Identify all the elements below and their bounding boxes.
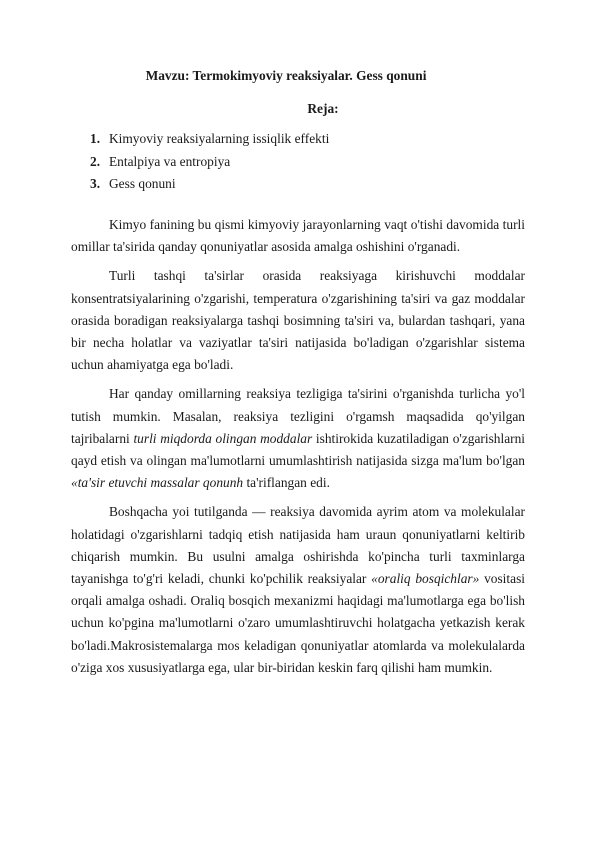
paragraph-3: [71, 383, 525, 494]
plan-item: [90, 128, 329, 151]
plan-item-number: 3.: [90, 176, 101, 191]
plan-item-number: 1.: [90, 131, 101, 146]
plan-item: [90, 173, 329, 196]
paragraph-4-emphasis: «oraliq bosqichlar»: [371, 571, 480, 587]
paragraph-3-emphasis-1: turli miqdorda olingan moddalar: [133, 430, 313, 446]
paragraph-4: [71, 501, 525, 679]
plan-item-text: Gess qonuni: [109, 176, 176, 191]
plan-heading: Reja:: [307, 101, 339, 116]
paragraph-3-text-c: ta'riflangan edi.: [243, 475, 330, 491]
paragraph-3-emphasis-2: «ta'sir etuvchi massalar qonunh: [71, 475, 244, 491]
paragraph-4-text-a: Boshqacha yoi tutilganda — reaksiya davomida ayrim atom va molekulalar holatidagi o'zgarishlarni tadqiq etish natijasida ham uraun qonuniyatlarni keltirib chiqarish mumkin. Bu usulni amalga oshirishda ko'pincha turli taxminlarga tayanishga to'g'ri keladi, chunki ko'pchilik reaksiyalar: [71, 504, 525, 587]
paragraph-1: Kimyo fanining bu qismi kimyoviy jarayonlarning vaqt o'tishi davomida turli omillar ta'sirida qanday qonuniyatlar asosida amalga oshishini o'rganadi.: [71, 217, 525, 255]
plan-item-number: 2.: [90, 153, 101, 169]
document-title: Mavzu: Termokimyoviy reaksiyalar. Gess qonuni: [145, 68, 427, 83]
paragraph-3-text-b: ishtirokida kuzatiladigan o'zgarishlarni qayd etish va olingan ma'lumotlarni umumlashtirish natijasida sizga ma'lum bo'lgan: [71, 430, 526, 469]
plan-item: [90, 151, 329, 174]
paragraph-3-text-a: Har qanday omillarning reaksiya tezligiga ta'sirini o'rganishda turlicha yo'l tutish mumkin. Masalan, reaksiya tezligini o'rgamsh maqsadida qo'yilgan tajribalarni: [71, 386, 525, 446]
paragraph-2: Turli tashqi ta'sirlar orasida reaksiyaga kirishuvchi moddalar konsentratsiyalarining o'zgarishi, temperatura o'zgarishining ta'siri va gaz moddalar orasida boradigan reaksiyalarga tashqi bosimning ta'siri va, bulardan tashqari, yana bir necha holatlar va vaziyatlar ta'siri natijasida bo'ladigan o'zgarishlar sistema uchun ahamiyatga ega bo'ladi.: [71, 268, 525, 373]
plan-list: [90, 128, 329, 196]
plan-item-text: Kimyoviy reaksiyalarning issiqlik effekti: [109, 131, 330, 146]
paragraph-4-text-b: vositasi orqali amalga oshadi. Oraliq bosqich mexanizmi haqidagi ma'lumotlarga ega bo'lish uchun ko'pgina ma'lumotlarni o'zaro umumlashtiruvchi holatgacha yetkazish kerak bo'ladi.Makrosistemalarga mos keladigan qonuniyatlar atomlarda va molekulalarda o'ziga xos xususiyatlarga ega, ular bir-biridan keskin farq qilishi ham mumkin.: [71, 571, 525, 675]
document-body: [71, 214, 525, 686]
plan-item-text: Entalpiya va entropiya: [109, 153, 231, 169]
